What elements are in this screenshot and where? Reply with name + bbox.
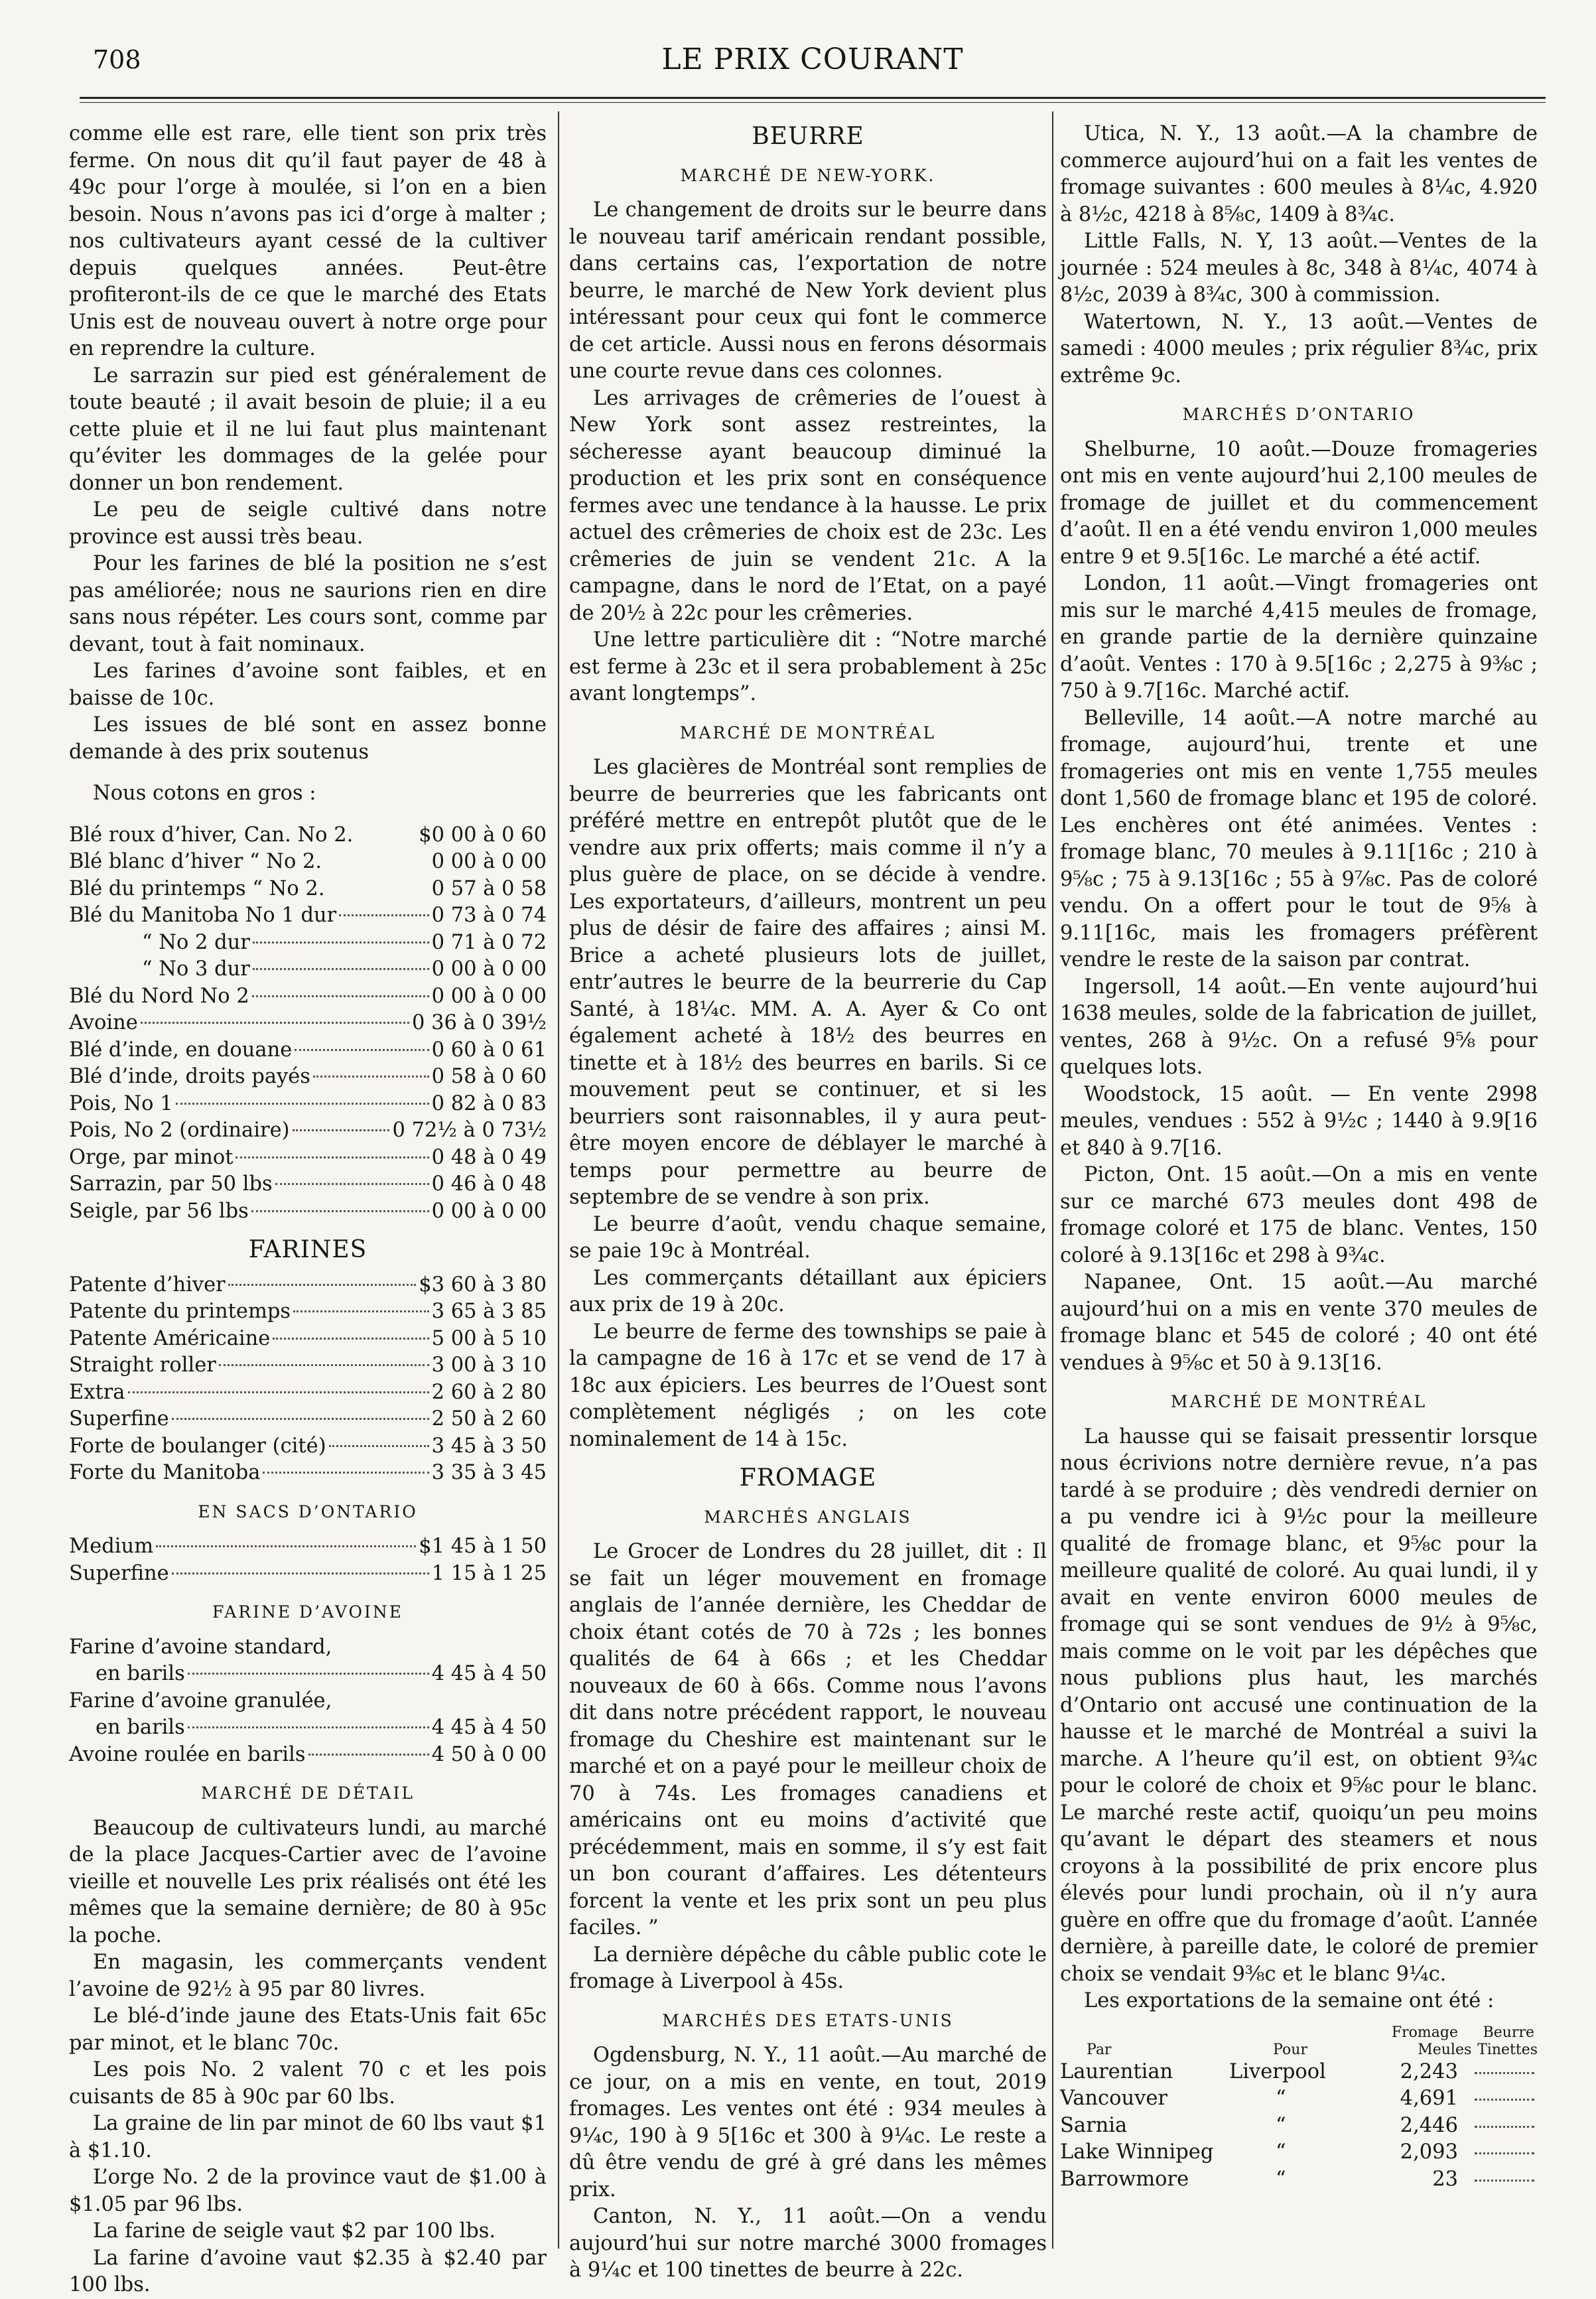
article-paragraph: L’orge No. 2 de la province vaut de $1.00 à $1.05 par 96 lbs. bbox=[69, 2166, 547, 2216]
price-row bbox=[69, 1352, 547, 1379]
price-row bbox=[69, 1091, 547, 1118]
exports-table bbox=[1060, 2024, 1538, 2194]
column-header: Fromage bbox=[1391, 2024, 1458, 2041]
item-name: Blé roux d’hiver, Can. No 2. bbox=[69, 823, 354, 847]
cheese-count: 2,243 bbox=[1400, 2059, 1458, 2083]
price-row bbox=[69, 822, 547, 849]
column-header: Tinettes bbox=[1477, 2041, 1538, 2058]
item-name: Farine d’avoine standard, bbox=[69, 1635, 332, 1659]
item-name: Avoine roulée en barils bbox=[69, 1742, 306, 1766]
item-price: 0 46 à 0 48 bbox=[431, 1172, 547, 1196]
item-price: $1 45 à 1 50 bbox=[419, 1535, 547, 1558]
table-row bbox=[1060, 2166, 1538, 2194]
item-price: 2 50 à 2 60 bbox=[431, 1407, 547, 1430]
price-row bbox=[69, 1010, 547, 1037]
article-paragraph: Napanee, Ont. 15 août.—Au marché aujourd’hui on a mis en vente 370 meules de fromage blanc et 545 de coloré ; 40 ont été vendues à 9⅝c et 50 à 9.13[16. bbox=[1060, 1271, 1538, 1375]
item-price: 0 72½ à 0 73½ bbox=[392, 1119, 547, 1142]
article-paragraph: La farine de seigle vaut $2 par 100 lbs. bbox=[93, 2219, 496, 2243]
article-paragraph: Belleville, 14 août.—A notre marché au fromage, aujourd’hui, trente et une fromageries ont mis en vente 1,755 meules dont 1,560 de fromage blanc et 195 de coloré. Les enchères ont été animées. Ventes : fromage blanc, 70 meules à 9.11[16c ; 210 à 9⅝c ; 75 à 9.13[16c ; 55 à 9⅞c. Pas de coloré vendu. On a offert pour le tout de 9⅝ à 9.11[16c, mais les fromagers préfèrent vendre le reste de la saison par contrat. bbox=[1060, 706, 1538, 971]
article-paragraph: London, 11 août.—Vingt fromageries ont mis sur le marché 4,415 meules de fromage, en grande partie de la dernière quinzaine d’août. Ventes : 170 à 9.5[16c ; 2,275 à 9⅜c ; 750 à 9.7[16c. Marché actif. bbox=[1060, 572, 1538, 703]
grain-price-list bbox=[69, 822, 547, 1225]
price-row bbox=[69, 1117, 547, 1145]
item-price: $3 60 à 3 80 bbox=[419, 1273, 547, 1296]
cheese-count: 2,446 bbox=[1400, 2113, 1458, 2137]
item-name: Straight roller bbox=[69, 1354, 216, 1377]
item-price: 4 45 à 4 50 bbox=[431, 1662, 547, 1685]
article-paragraph: Watertown, N. Y., 13 août.—Ventes de samedi : 4000 meules ; prix régulier 8¾c, prix extrême 9c. bbox=[1060, 310, 1538, 387]
article-paragraph: Shelburne, 10 août.—Douze fromageries ont mis en vente aujourd’hui 2,100 meules de fromage de juillet et du commencement d’août. Il en a été vendu environ 1,000 meules entre 9 et 9.5[16c. Le marché a été actif. bbox=[1060, 437, 1538, 569]
section-subheading: MARCHÉ DE DÉTAIL bbox=[201, 1783, 415, 1803]
destination: “ bbox=[1276, 2140, 1286, 2164]
column-1 bbox=[69, 121, 547, 2296]
article-paragraph: Le beurre d’août, vendu chaque semaine, se paie 19c à Montréal. bbox=[569, 1212, 1047, 1263]
article-paragraph: Les farines d’avoine sont faibles, et en baisse de 10c. bbox=[69, 660, 547, 710]
item-name: Blé du printemps “ No 2. bbox=[69, 876, 325, 900]
item-name: Blé du Nord No 2 bbox=[69, 984, 249, 1008]
item-name: Farine d’avoine granulée, bbox=[69, 1689, 332, 1712]
section-heading: BEURRE bbox=[752, 123, 864, 150]
section-heading: FARINES bbox=[248, 1236, 367, 1263]
price-row bbox=[69, 956, 547, 983]
item-price: 0 60 à 0 61 bbox=[431, 1038, 547, 1062]
destination: “ bbox=[1276, 2113, 1286, 2137]
item-name: Seigle, par 56 lbs bbox=[69, 1199, 249, 1223]
price-row bbox=[69, 1272, 547, 1299]
item-name: Blé d’inde, droits payés bbox=[69, 1065, 310, 1088]
article-paragraph: Les glacières de Montréal sont remplies de beurre de beurreries que les fabricants ont préféré mettre en entrepôt plutôt que de le vendre aux prix offerts; mais comme il n’y a plus guère de place, on se décide à vendre. Les exportateurs, d’ailleurs, montrent un peu plus de désir de faire des affaires ; ainsi M. Brice a acheté plusieurs lots de juillet, entr’autres le beurre de la beurrerie du Cap Santé, à 18¼c. MM. A. A. Ayer & Co ont également acheté à 18½ des beurres en tinette et à 18½ des beurres en barils. Si ce mouvement peut se continuer, et si les beurriers sont raisonnables, il y aura peut-être moyen encore de déblayer le marché à temps pour permettre au beurre de septembre de se vendre à son prix. bbox=[569, 756, 1047, 1209]
article-paragraph: La graine de lin par minot de 60 lbs vaut $1 à $1.10. bbox=[69, 2112, 547, 2162]
header-rule bbox=[80, 97, 1546, 99]
price-row bbox=[69, 1460, 547, 1487]
price-row bbox=[69, 1037, 547, 1064]
item-name: Orge, par minot bbox=[69, 1145, 233, 1169]
item-name: Extra bbox=[69, 1380, 125, 1404]
item-price: 0 00 à 0 00 bbox=[431, 1199, 547, 1223]
section-subheading: MARCHÉS DES ETATS-UNIS bbox=[662, 2010, 954, 2030]
price-row bbox=[69, 1561, 547, 1588]
price-row-label bbox=[69, 1688, 547, 1715]
item-price: 3 65 à 3 85 bbox=[431, 1300, 547, 1323]
section-subheading: MARCHÉS ANGLAIS bbox=[704, 1507, 912, 1527]
item-price: 3 45 à 3 50 bbox=[431, 1434, 547, 1458]
article-paragraph: Le Grocer de Londres du 28 juillet, dit : Il se fait un léger mouvement en fromage anglais de l’année dernière, les Cheddar de choix étant cotés de 70 à 72s ; les bonnes qualités de 64 à 66s ; et les Cheddar nouveaux de 60 à 66s. Comme nous l’avons dit dans notre précédent rapport, le nouveau fromage du Cheshire est maintenant sur le marché et on a payé pour le meilleur choix de 70 à 74s. Les fromages canadiens et américains ont eu moins d’activité que précédemment, mais en somme, il s’y est fait un bon courant d’affaires. Les détenteurs forcent la vente et les prix sont un peu plus faciles. ” bbox=[569, 1540, 1047, 1939]
cheese-count: 23 bbox=[1432, 2167, 1458, 2191]
destination: “ bbox=[1276, 2167, 1286, 2191]
article-paragraph: La farine d’avoine vaut $2.35 à $2.40 par 100 lbs. bbox=[69, 2246, 547, 2296]
item-price: 0 48 à 0 49 bbox=[431, 1145, 547, 1169]
price-row bbox=[69, 1298, 547, 1326]
price-row bbox=[69, 1433, 547, 1460]
item-name: Patente d’hiver bbox=[69, 1273, 226, 1296]
section-heading: FROMAGE bbox=[739, 1464, 877, 1492]
item-price: 5 00 à 5 10 bbox=[431, 1326, 547, 1350]
item-name: en barils bbox=[96, 1662, 185, 1685]
item-price: 0 57 à 0 58 bbox=[431, 876, 547, 900]
ship-name: Sarnia bbox=[1060, 2113, 1128, 2137]
price-row bbox=[69, 1145, 547, 1172]
article-paragraph: comme elle est rare, elle tient son prix très ferme. On nous dit qu’il faut payer de 48 à 49c pour l’orge à moulée, si l’on en a bien besoin. Nous n’avons pas ici d’orge à malter ; nos cultivateurs ayant cessé de la cultiver depuis quelques années. Peut-être profiteront-ils de ce que le marché des Etats Unis est de nouveau ouvert à notre orge pour en reprendre la culture. bbox=[69, 122, 547, 360]
article-paragraph: Les exportations de la semaine ont été : bbox=[1084, 1989, 1495, 2012]
price-row bbox=[69, 849, 547, 876]
item-price: 4 50 à 0 00 bbox=[431, 1742, 547, 1766]
price-row bbox=[69, 930, 547, 957]
article-paragraph: Beaucoup de cultivateurs lundi, au marché de la place Jacques-Cartier avec de l’avoine vieille et nouvelle Les prix réalisés ont été les mêmes que la semaine dernière; de 80 à 95c la poche. bbox=[69, 1816, 547, 1947]
table-row bbox=[1060, 2139, 1538, 2166]
item-price: 0 82 à 0 83 bbox=[431, 1091, 547, 1115]
item-price: 0 36 à 0 39½ bbox=[412, 1011, 547, 1034]
article-paragraph: Utica, N. Y., 13 août.—A la chambre de commerce aujourd’hui on a fait les ventes de fromage suivantes : 600 meules à 8¼c, 4.920 à 8½c, 4218 à 8⅝c, 1409 à 8¾c. bbox=[1060, 122, 1538, 226]
item-name: Avoine bbox=[69, 1011, 138, 1034]
item-price: 0 73 à 0 74 bbox=[431, 904, 547, 927]
destination: “ bbox=[1276, 2087, 1286, 2110]
article-paragraph: En magasin, les commerçants vendent l’avoine de 92½ à 95 par 80 livres. bbox=[69, 1951, 547, 2001]
price-row bbox=[69, 1533, 547, 1561]
price-row-label bbox=[69, 1634, 547, 1661]
item-name: Superfine bbox=[69, 1561, 169, 1585]
column-header: Beurre bbox=[1483, 2024, 1534, 2041]
table-row bbox=[1060, 2085, 1538, 2113]
price-row bbox=[69, 1326, 547, 1353]
item-name: Superfine bbox=[69, 1407, 169, 1430]
section-subheading: MARCHÉ DE NEW-YORK. bbox=[680, 165, 936, 185]
section-subheading: MARCHÉS D’ONTARIO bbox=[1182, 405, 1416, 424]
column-2 bbox=[569, 121, 1047, 2282]
article-paragraph: Le changement de droits sur le beurre dans le nouveau tarif américain rendant possible, dans certains cas, l’exportation de notre beurre, le marché de New York devient plus intéressant pour ceux qui font le commerce de cet article. Aussi nous en ferons désormais une courte revue dans ces colonnes. bbox=[569, 198, 1047, 383]
section-subheading: MARCHÉ DE MONTRÉAL bbox=[1170, 1392, 1428, 1411]
item-price: 0 00 à 0 00 bbox=[431, 984, 547, 1008]
price-row bbox=[69, 1198, 547, 1225]
item-name: Medium bbox=[69, 1535, 154, 1558]
section-subheading: EN SACS D’ONTARIO bbox=[198, 1501, 418, 1521]
item-price: 2 60 à 2 80 bbox=[431, 1380, 547, 1404]
column-3 bbox=[1060, 121, 1538, 2246]
ship-name: Vancouver bbox=[1060, 2087, 1168, 2110]
price-row bbox=[69, 902, 547, 930]
item-name: Blé d’inde, en douane bbox=[69, 1038, 293, 1062]
item-price: 0 00 à 0 00 bbox=[431, 850, 547, 873]
item-name: Blé du Manitoba No 1 dur bbox=[69, 904, 337, 927]
ship-name: Barrowmore bbox=[1060, 2167, 1189, 2191]
cheese-count: 2,093 bbox=[1400, 2140, 1458, 2164]
column-header: Pour bbox=[1273, 2041, 1307, 2058]
price-row bbox=[69, 1406, 547, 1433]
column-divider bbox=[558, 111, 559, 2249]
price-row bbox=[69, 1171, 547, 1198]
article-paragraph: La hausse qui se faisait pressentir lorsque nous écrivions notre dernière revue, n’a pas tardé à se produire ; dès vendredi dernier on a pu vendre ici à 9½c pour la meilleure qualité de fromage blanc, et 9⅝c pour la meilleure qualité de coloré. Au quai lundi, il y avait en vente environ 6000 meules de fromage qui se sont vendues de 9½ à 9⅝c, mais comme on le voit par les dépêches que nous publions plus haut, les marchés d’Ontario ont accusé une continuation de la hausse et le marché de Montréal a suivi la marche. A l’heure qu’il est, on obtient 9¾c pour le coloré de choix et 9⅝c pour le blanc. Le marché reste actif, quoiqu’un peu moins qu’avant le départ des steamers et nous croyons à la possibilité de prix encore plus élevés pour lundi prochain, où il n’y aura guère en offre que du fromage d’août. L’année dernière, à pareille date, le coloré de premier choix se vendait 9⅜c et le blanc 9¼c. bbox=[1060, 1425, 1538, 1986]
item-price: $0 00 à 0 60 bbox=[419, 823, 547, 847]
item-name: Pois, No 2 (ordinaire) bbox=[69, 1119, 290, 1142]
table-row bbox=[1060, 2113, 1538, 2140]
price-row bbox=[69, 983, 547, 1010]
price-row bbox=[69, 876, 547, 903]
section-subheading: FARINE D’AVOINE bbox=[212, 1602, 403, 1622]
item-name: Patente du printemps bbox=[69, 1300, 291, 1323]
article-paragraph: Little Falls, N. Y, 13 août.—Ventes de la journée : 524 meules à 8c, 348 à 8¼c, 4074 à 8½c, 2039 à 8¾c, 300 à commission. bbox=[1060, 230, 1538, 307]
page-header bbox=[80, 37, 1546, 77]
article-paragraph: Les commerçants détaillant aux épiciers aux prix de 19 à 20c. bbox=[569, 1266, 1047, 1316]
oatmeal-price-list bbox=[69, 1634, 547, 1769]
article-paragraph: Nous cotons en gros : bbox=[93, 782, 316, 805]
item-name: Pois, No 1 bbox=[69, 1091, 173, 1115]
column-divider bbox=[1052, 111, 1053, 2249]
article-paragraph: Les arrivages de crêmeries de l’ouest à New York sont assez restreintes, la sécheresse ayant beaucoup diminué la production et les prix sont en conséquence fermes avec une tendance à la hausse. Le prix actuel des crêmeries de choix est de 23c. Les crêmeries de juin se vendent 21c. A la campagne, dans le nord de l’Etat, on a payé de 20½ à 22c pour les crêmeries. bbox=[569, 386, 1047, 625]
item-price: 3 35 à 3 45 bbox=[431, 1461, 547, 1484]
article-paragraph: La dernière dépêche du câble public cote le fromage à Liverpool à 45s. bbox=[569, 1943, 1047, 1993]
item-name: “ No 2 dur bbox=[142, 930, 250, 954]
article-paragraph: Le peu de seigle cultivé dans notre province est aussi très beau. bbox=[69, 498, 547, 549]
section-subheading: MARCHÉ DE MONTRÉAL bbox=[679, 723, 937, 742]
item-name: Forte de boulanger (cité) bbox=[69, 1434, 326, 1458]
item-price: 0 00 à 0 00 bbox=[431, 957, 547, 981]
sacks-price-list bbox=[69, 1533, 547, 1587]
item-price: 4 45 à 4 50 bbox=[431, 1716, 547, 1739]
article-paragraph: Les pois No. 2 valent 70 c et les pois cuisants de 85 à 90c par 60 lbs. bbox=[69, 2058, 547, 2109]
item-price: 0 71 à 0 72 bbox=[431, 930, 547, 954]
price-row bbox=[69, 1064, 547, 1091]
article-paragraph: Le sarrazin sur pied est généralement de toute beauté ; il avait besoin de pluie; il a eu cette pluie et il ne lui faut plus maintenant qu’éviter les dommages de la gelée pour donner un bon rendement. bbox=[69, 364, 547, 495]
column-header: Par bbox=[1087, 2041, 1112, 2058]
table-row bbox=[1060, 2059, 1538, 2086]
article-paragraph: Ingersoll, 14 août.—En vente aujourd’hui 1638 meules, solde de la fabrication de juillet, ventes, 268 à 9½c. On a refusé 9⅝ pour quelques lots. bbox=[1060, 975, 1538, 1079]
exports-header bbox=[1060, 2042, 1538, 2059]
article-paragraph: Une lettre particulière dit : “Notre marché est ferme à 23c et il sera probablement à 25c avant longtemps”. bbox=[569, 628, 1047, 705]
item-name: Sarrazin, par 50 lbs bbox=[69, 1172, 273, 1196]
item-price: 0 58 à 0 60 bbox=[431, 1065, 547, 1088]
article-paragraph: Ogdensburg, N. Y., 11 août.—Au marché de ce jour, on a mis en vente, en tout, 2019 fromages. Les ventes ont été : 934 meules à 9¼c, 190 à 9 5[16c et 300 à 9¼c. Le reste a dû être vendu de gré à gré dans les mêmes prix. bbox=[569, 2044, 1047, 2201]
article-paragraph: Pour les farines de blé la position ne s’est pas améliorée; nous ne saurions rien en dire sans nous répéter. Les cours sont, comme par devant, tout à fait nominaux. bbox=[69, 552, 547, 656]
price-row bbox=[69, 1379, 547, 1407]
article-paragraph: Le blé-d’inde jaune des Etats-Unis fait 65c par minot, et le blanc 70c. bbox=[69, 2004, 547, 2055]
ship-name: Laurentian bbox=[1060, 2059, 1173, 2083]
article-paragraph: Canton, N. Y., 11 août.—On a vendu aujourd’hui sur notre marché 3000 fromages à 9¼c et 100 tinettes de beurre à 22c. bbox=[569, 2205, 1047, 2282]
article-paragraph: Picton, Ont. 15 août.—On a mis en vente sur ce marché 673 meules dont 498 de fromage coloré et 175 de blanc. Ventes, 150 coloré à 9.13[16c et 298 à 9¾c. bbox=[1060, 1163, 1538, 1267]
running-title: LE PRIX COURANT bbox=[661, 42, 964, 76]
article-paragraph: Woodstock, 15 août. — En vente 2998 meules, vendues : 552 à 9½c ; 1440 à 9.9[16 et 840 à 9.7[16. bbox=[1060, 1082, 1538, 1160]
price-row bbox=[69, 1714, 547, 1742]
exports-header-top bbox=[1060, 2024, 1538, 2042]
destination: Liverpool bbox=[1229, 2059, 1326, 2083]
item-name: Patente Américaine bbox=[69, 1326, 271, 1350]
flour-price-list bbox=[69, 1272, 547, 1487]
header-rule-thin bbox=[80, 102, 1546, 103]
ship-name: Lake Winnipeg bbox=[1060, 2140, 1214, 2164]
item-name: Forte du Manitoba bbox=[69, 1461, 261, 1484]
cheese-count: 4,691 bbox=[1400, 2087, 1458, 2110]
item-price: 3 00 à 3 10 bbox=[431, 1354, 547, 1377]
price-row bbox=[69, 1742, 547, 1769]
price-row bbox=[69, 1661, 547, 1688]
page-number: 708 bbox=[93, 45, 141, 74]
item-name: Blé blanc d’hiver “ No 2. bbox=[69, 850, 322, 873]
item-name: “ No 3 dur bbox=[142, 957, 250, 981]
article-paragraph: Les issues de blé sont en assez bonne demande à des prix soutenus bbox=[69, 713, 547, 764]
column-header: Meules bbox=[1418, 2041, 1472, 2058]
item-name: en barils bbox=[96, 1716, 185, 1739]
item-price: 1 15 à 1 25 bbox=[431, 1561, 547, 1585]
article-paragraph: Le beurre de ferme des townships se paie à la campagne de 16 à 17c et se vend de 17 à 18c aux épiciers. Les beurres de l’Ouest sont complètement négligés ; on les cote nominalement de 14 à 15c. bbox=[569, 1320, 1047, 1451]
